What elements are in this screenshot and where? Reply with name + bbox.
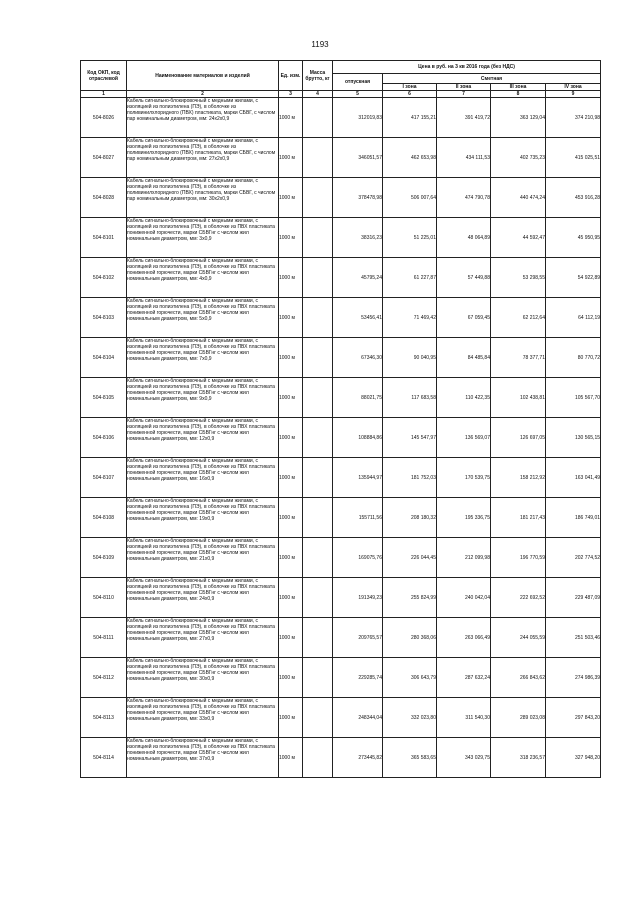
header-price-group: Цена в руб. на 3 кв 2016 года (без НДС) (333, 61, 601, 74)
cell-code: 504-8112 (81, 658, 127, 698)
table-row (81, 698, 601, 738)
cell-mass (303, 418, 333, 458)
cell-code: 504-8114 (81, 738, 127, 778)
cell-name: Кабель сигнально-блокировочный с медными жилами, с изоляцией из полиэтилена (ПЭ), в оболочке из ПВХ пластиката пониженной горючести, марки СБВГнг с числом жил номинальным диаметром, мм: 4х0,9 (127, 258, 279, 298)
cell-unit: 1000 м (279, 298, 303, 338)
table-row (81, 538, 601, 578)
cell-zone-4-price: 163 041,49 (546, 458, 601, 498)
cell-unit: 1000 м (279, 138, 303, 178)
header-zone-2: II зона (437, 84, 491, 91)
cell-zone-2-price: 136 569,07 (437, 418, 491, 458)
table-row (81, 738, 601, 778)
cell-unit: 1000 м (279, 738, 303, 778)
cell-code: 504-8111 (81, 618, 127, 658)
cell-zone-1-price: 181 752,03 (383, 458, 437, 498)
cell-zone-2-price: 287 632,24 (437, 658, 491, 698)
cell-zone-1-price: 226 044,45 (383, 538, 437, 578)
cell-zone-1-price: 145 547,97 (383, 418, 437, 458)
cell-mass (303, 378, 333, 418)
table-row (81, 178, 601, 218)
cell-code: 504-8026 (81, 98, 127, 138)
cell-mass (303, 538, 333, 578)
cell-zone-3-price: 244 055,59 (491, 618, 546, 658)
cell-zone-3-price: 222 692,52 (491, 578, 546, 618)
cell-unit: 1000 м (279, 258, 303, 298)
table-row (81, 418, 601, 458)
header-name: Наименование материалов и изделий (127, 61, 279, 91)
cell-zone-1-price: 306 643,79 (383, 658, 437, 698)
cell-zone-4-price: 274 986,39 (546, 658, 601, 698)
cell-zone-2-price: 343 029,75 (437, 738, 491, 778)
cell-zone-2-price: 48 064,89 (437, 218, 491, 258)
cell-mass (303, 698, 333, 738)
col-number: 7 (437, 91, 491, 98)
cell-zone-1-price: 365 583,65 (383, 738, 437, 778)
cell-code: 504-8106 (81, 418, 127, 458)
cell-release-price: 67346,30 (333, 338, 383, 378)
table-row (81, 338, 601, 378)
cell-mass (303, 658, 333, 698)
cell-zone-2-price: 311 540,30 (437, 698, 491, 738)
cell-code: 504-8107 (81, 458, 127, 498)
table-row (81, 138, 601, 178)
header-zone-4: IV зона (546, 84, 601, 91)
cell-zone-4-price: 453 916,28 (546, 178, 601, 218)
table-row (81, 458, 601, 498)
cell-code: 504-8110 (81, 578, 127, 618)
cell-zone-4-price: 202 774,52 (546, 538, 601, 578)
cell-zone-3-price: 44 592,47 (491, 218, 546, 258)
cell-code: 504-8105 (81, 378, 127, 418)
cell-zone-4-price: 80 770,72 (546, 338, 601, 378)
cell-unit: 1000 м (279, 498, 303, 538)
table-row (81, 298, 601, 338)
cell-mass (303, 738, 333, 778)
cell-name: Кабель сигнально-блокировочный с медными жилами, с изоляцией из полиэтилена (ПЭ), в оболочке из ПВХ пластиката пониженной горючести, марки СБВГнг с числом жил номинальным диаметром, мм: 33х0,9 (127, 698, 279, 738)
cell-unit: 1000 м (279, 538, 303, 578)
cell-zone-4-price: 229 487,09 (546, 578, 601, 618)
cell-zone-3-price: 158 212,92 (491, 458, 546, 498)
cell-code: 504-8028 (81, 178, 127, 218)
price-table (80, 60, 601, 778)
cell-release-price: 108884,86 (333, 418, 383, 458)
cell-release-price: 191349,23 (333, 578, 383, 618)
col-number: 8 (491, 91, 546, 98)
cell-zone-3-price: 318 236,57 (491, 738, 546, 778)
cell-zone-2-price: 67 059,45 (437, 298, 491, 338)
col-number: 6 (383, 91, 437, 98)
cell-unit: 1000 м (279, 98, 303, 138)
cell-name: Кабель сигнально-блокировочный с медными жилами, с изоляцией из полиэтилена (ПЭ), в оболочке из ПВХ пластиката пониженной горючести, марки СБВГнг с числом жил номинальным диаметром, мм: 16х0,9 (127, 458, 279, 498)
cell-zone-1-price: 90 040,95 (383, 338, 437, 378)
cell-name: Кабель сигнально-блокировочный с медными жилами, с изоляцией из полиэтилена (ПЭ), в оболочке из ПВХ пластиката пониженной горючести, марки СБВГнг с числом жил номинальным диаметром, мм: 12х0,9 (127, 418, 279, 458)
cell-name: Кабель сигнально-блокировочный с медными жилами, с изоляцией из полиэтилена (ПЭ), в оболочке из ПВХ пластиката пониженной горючести, марки СБВГнг с числом жил номинальным диаметром, мм: 5х0,9 (127, 298, 279, 338)
cell-mass (303, 298, 333, 338)
cell-name: Кабель сигнально-блокировочный с медными жилами, с изоляцией из полиэтилена (ПЭ), в оболочке из ПВХ пластиката пониженной горючести, марки СБВГнг с числом жил номинальным диаметром, мм: 7х0,9 (127, 338, 279, 378)
cell-zone-2-price: 474 790,78 (437, 178, 491, 218)
col-number: 9 (546, 91, 601, 98)
cell-zone-3-price: 102 438,81 (491, 378, 546, 418)
cell-name: Кабель сигнально-блокировочный с медными жилами, с изоляцией из полиэтилена (ПЭ), в оболочке из ПВХ пластиката пониженной горючести, марки СБВГнг с числом жил номинальным диаметром, мм: 24х0,9 (127, 578, 279, 618)
cell-zone-4-price: 186 749,01 (546, 498, 601, 538)
cell-zone-3-price: 62 212,64 (491, 298, 546, 338)
cell-name: Кабель сигнально-блокировочный с медными жилами, с изоляцией из полиэтилена (ПЭ), в оболочке из поливинилхлоридного (ПВХ) пластиката, марки СБВГ, с числом пар номинальным диаметром, мм: 27х2х0,9 (127, 138, 279, 178)
cell-unit: 1000 м (279, 378, 303, 418)
header-zone-1: I зона (383, 84, 437, 91)
table-row (81, 98, 601, 138)
cell-zone-2-price: 240 042,04 (437, 578, 491, 618)
cell-name: Кабель сигнально-блокировочный с медными жилами, с изоляцией из полиэтилена (ПЭ), в оболочке из ПВХ пластиката пониженной горючести, марки СБВГнг с числом жил номинальным диаметром, мм: 3х0,9 (127, 218, 279, 258)
cell-unit: 1000 м (279, 618, 303, 658)
cell-mass (303, 178, 333, 218)
cell-name: Кабель сигнально-блокировочный с медными жилами, с изоляцией из полиэтилена (ПЭ), в оболочке из ПВХ пластиката пониженной горючести, марки СБВГнг с числом жил номинальным диаметром, мм: 9х0,9 (127, 378, 279, 418)
cell-code: 504-8113 (81, 698, 127, 738)
page-number: 1193 (311, 40, 329, 49)
cell-zone-4-price: 130 565,15 (546, 418, 601, 458)
cell-release-price: 312019,83 (333, 98, 383, 138)
cell-zone-1-price: 462 653,98 (383, 138, 437, 178)
cell-zone-1-price: 506 007,64 (383, 178, 437, 218)
cell-name: Кабель сигнально-блокировочный с медными жилами, с изоляцией из полиэтилена (ПЭ), в оболочке из ПВХ пластиката пониженной горючести, марки СБВГнг с числом жил номинальным диаметром, мм: 30х0,9 (127, 658, 279, 698)
cell-release-price: 88021,75 (333, 378, 383, 418)
cell-zone-4-price: 105 567,70 (546, 378, 601, 418)
cell-zone-1-price: 332 023,80 (383, 698, 437, 738)
cell-zone-1-price: 71 469,42 (383, 298, 437, 338)
cell-zone-1-price: 417 155,21 (383, 98, 437, 138)
cell-zone-4-price: 415 025,51 (546, 138, 601, 178)
col-number: 3 (279, 91, 303, 98)
cell-unit: 1000 м (279, 218, 303, 258)
cell-zone-3-price: 181 217,43 (491, 498, 546, 538)
cell-unit: 1000 м (279, 418, 303, 458)
cell-unit: 1000 м (279, 338, 303, 378)
cell-zone-3-price: 53 298,55 (491, 258, 546, 298)
cell-code: 504-8109 (81, 538, 127, 578)
cell-unit: 1000 м (279, 458, 303, 498)
cell-release-price: 378478,98 (333, 178, 383, 218)
header-zone-3: III зона (491, 84, 546, 91)
cell-name: Кабель сигнально-блокировочный с медными жилами, с изоляцией из полиэтилена (ПЭ), в оболочке из поливинилхлоридного (ПВХ) пластиката, марки СБВГ, с числом пар номинальным диаметром, мм: 30х2х0,9 (127, 178, 279, 218)
cell-zone-3-price: 289 023,08 (491, 698, 546, 738)
cell-zone-1-price: 280 368,06 (383, 618, 437, 658)
cell-code: 504-8102 (81, 258, 127, 298)
cell-mass (303, 578, 333, 618)
col-number: 2 (127, 91, 279, 98)
cell-zone-2-price: 263 066,49 (437, 618, 491, 658)
col-number: 1 (81, 91, 127, 98)
cell-name: Кабель сигнально-блокировочный с медными жилами, с изоляцией из полиэтилена (ПЭ), в оболочке из ПВХ пластиката пониженной горючести, марки СБВГнг с числом жил номинальным диаметром, мм: 19х0,9 (127, 498, 279, 538)
cell-name: Кабель сигнально-блокировочный с медными жилами, с изоляцией из полиэтилена (ПЭ), в оболочке из ПВХ пластиката пониженной горючести, марки СБВГнг с числом жил номинальным диаметром, мм: 21х0,9 (127, 538, 279, 578)
cell-unit: 1000 м (279, 658, 303, 698)
cell-mass (303, 458, 333, 498)
cell-release-price: 169075,76 (333, 538, 383, 578)
cell-release-price: 135944,97 (333, 458, 383, 498)
cell-release-price: 38316,23 (333, 218, 383, 258)
header-mass: Масса брутто, кг (303, 61, 333, 91)
cell-mass (303, 498, 333, 538)
cell-zone-3-price: 402 735,23 (491, 138, 546, 178)
cell-zone-4-price: 251 503,46 (546, 618, 601, 658)
cell-mass (303, 218, 333, 258)
table-row (81, 218, 601, 258)
cell-code: 504-8103 (81, 298, 127, 338)
cell-zone-1-price: 255 824,99 (383, 578, 437, 618)
header-unit: Ед. изм. (279, 61, 303, 91)
cell-zone-2-price: 170 539,75 (437, 458, 491, 498)
cell-zone-3-price: 196 770,59 (491, 538, 546, 578)
cell-release-price: 209765,57 (333, 618, 383, 658)
cell-zone-3-price: 266 843,62 (491, 658, 546, 698)
cell-zone-1-price: 117 683,58 (383, 378, 437, 418)
cell-zone-2-price: 195 336,75 (437, 498, 491, 538)
cell-code: 504-8104 (81, 338, 127, 378)
cell-zone-4-price: 64 112,19 (546, 298, 601, 338)
cell-unit: 1000 м (279, 698, 303, 738)
cell-zone-3-price: 126 697,05 (491, 418, 546, 458)
cell-zone-3-price: 363 129,04 (491, 98, 546, 138)
cell-name: Кабель сигнально-блокировочный с медными жилами, с изоляцией из полиэтилена (ПЭ), в оболочке из ПВХ пластиката пониженной горючести, марки СБВГнг с числом жил номинальным диаметром, мм: 37х0,9 (127, 738, 279, 778)
cell-zone-3-price: 440 474,24 (491, 178, 546, 218)
cell-zone-4-price: 297 843,20 (546, 698, 601, 738)
cell-release-price: 45795,24 (333, 258, 383, 298)
header-code: Код ОКП, код отраслевой (81, 61, 127, 91)
cell-zone-4-price: 45 950,95 (546, 218, 601, 258)
header-release: отпускная (333, 74, 383, 91)
cell-zone-2-price: 57 449,88 (437, 258, 491, 298)
cell-mass (303, 338, 333, 378)
cell-mass (303, 138, 333, 178)
cell-zone-1-price: 51 225,01 (383, 218, 437, 258)
cell-name: Кабель сигнально-блокировочный с медными жилами, с изоляцией из полиэтилена (ПЭ), в оболочке из ПВХ пластиката пониженной горючести, марки СБВГнг с числом жил номинальным диаметром, мм: 27х0,9 (127, 618, 279, 658)
cell-unit: 1000 м (279, 178, 303, 218)
cell-release-price: 248344,04 (333, 698, 383, 738)
table-row (81, 498, 601, 538)
cell-zone-2-price: 110 422,35 (437, 378, 491, 418)
cell-code: 504-8027 (81, 138, 127, 178)
table-header (81, 61, 601, 98)
cell-unit: 1000 м (279, 578, 303, 618)
table-row (81, 578, 601, 618)
table-row (81, 658, 601, 698)
cell-zone-2-price: 391 419,72 (437, 98, 491, 138)
cell-zone-2-price: 84 485,84 (437, 338, 491, 378)
cell-zone-3-price: 78 377,71 (491, 338, 546, 378)
cell-code: 504-8108 (81, 498, 127, 538)
table-body (81, 98, 601, 778)
cell-name: Кабель сигнально-блокировочный с медными жилами, с изоляцией из полиэтилена (ПЭ), в оболочке из поливинилхлоридного (ПВХ) пластиката, марки СБВГ, с числом пар номинальным диаметром, мм: 24х2х0,9 (127, 98, 279, 138)
cell-zone-4-price: 374 210,98 (546, 98, 601, 138)
header-estimate: Сметная (383, 74, 601, 84)
cell-zone-4-price: 54 922,89 (546, 258, 601, 298)
cell-release-price: 229285,74 (333, 658, 383, 698)
cell-release-price: 155711,56 (333, 498, 383, 538)
table-row (81, 378, 601, 418)
cell-mass (303, 98, 333, 138)
cell-code: 504-8101 (81, 218, 127, 258)
cell-zone-1-price: 208 180,32 (383, 498, 437, 538)
cell-release-price: 53456,41 (333, 298, 383, 338)
cell-mass (303, 258, 333, 298)
col-number: 4 (303, 91, 333, 98)
cell-release-price: 346051,57 (333, 138, 383, 178)
cell-zone-2-price: 212 099,98 (437, 538, 491, 578)
cell-zone-1-price: 61 227,87 (383, 258, 437, 298)
cell-zone-2-price: 434 111,53 (437, 138, 491, 178)
cell-zone-4-price: 327 948,20 (546, 738, 601, 778)
cell-mass (303, 618, 333, 658)
col-number: 5 (333, 91, 383, 98)
table-row (81, 618, 601, 658)
table-row (81, 258, 601, 298)
cell-release-price: 273445,82 (333, 738, 383, 778)
